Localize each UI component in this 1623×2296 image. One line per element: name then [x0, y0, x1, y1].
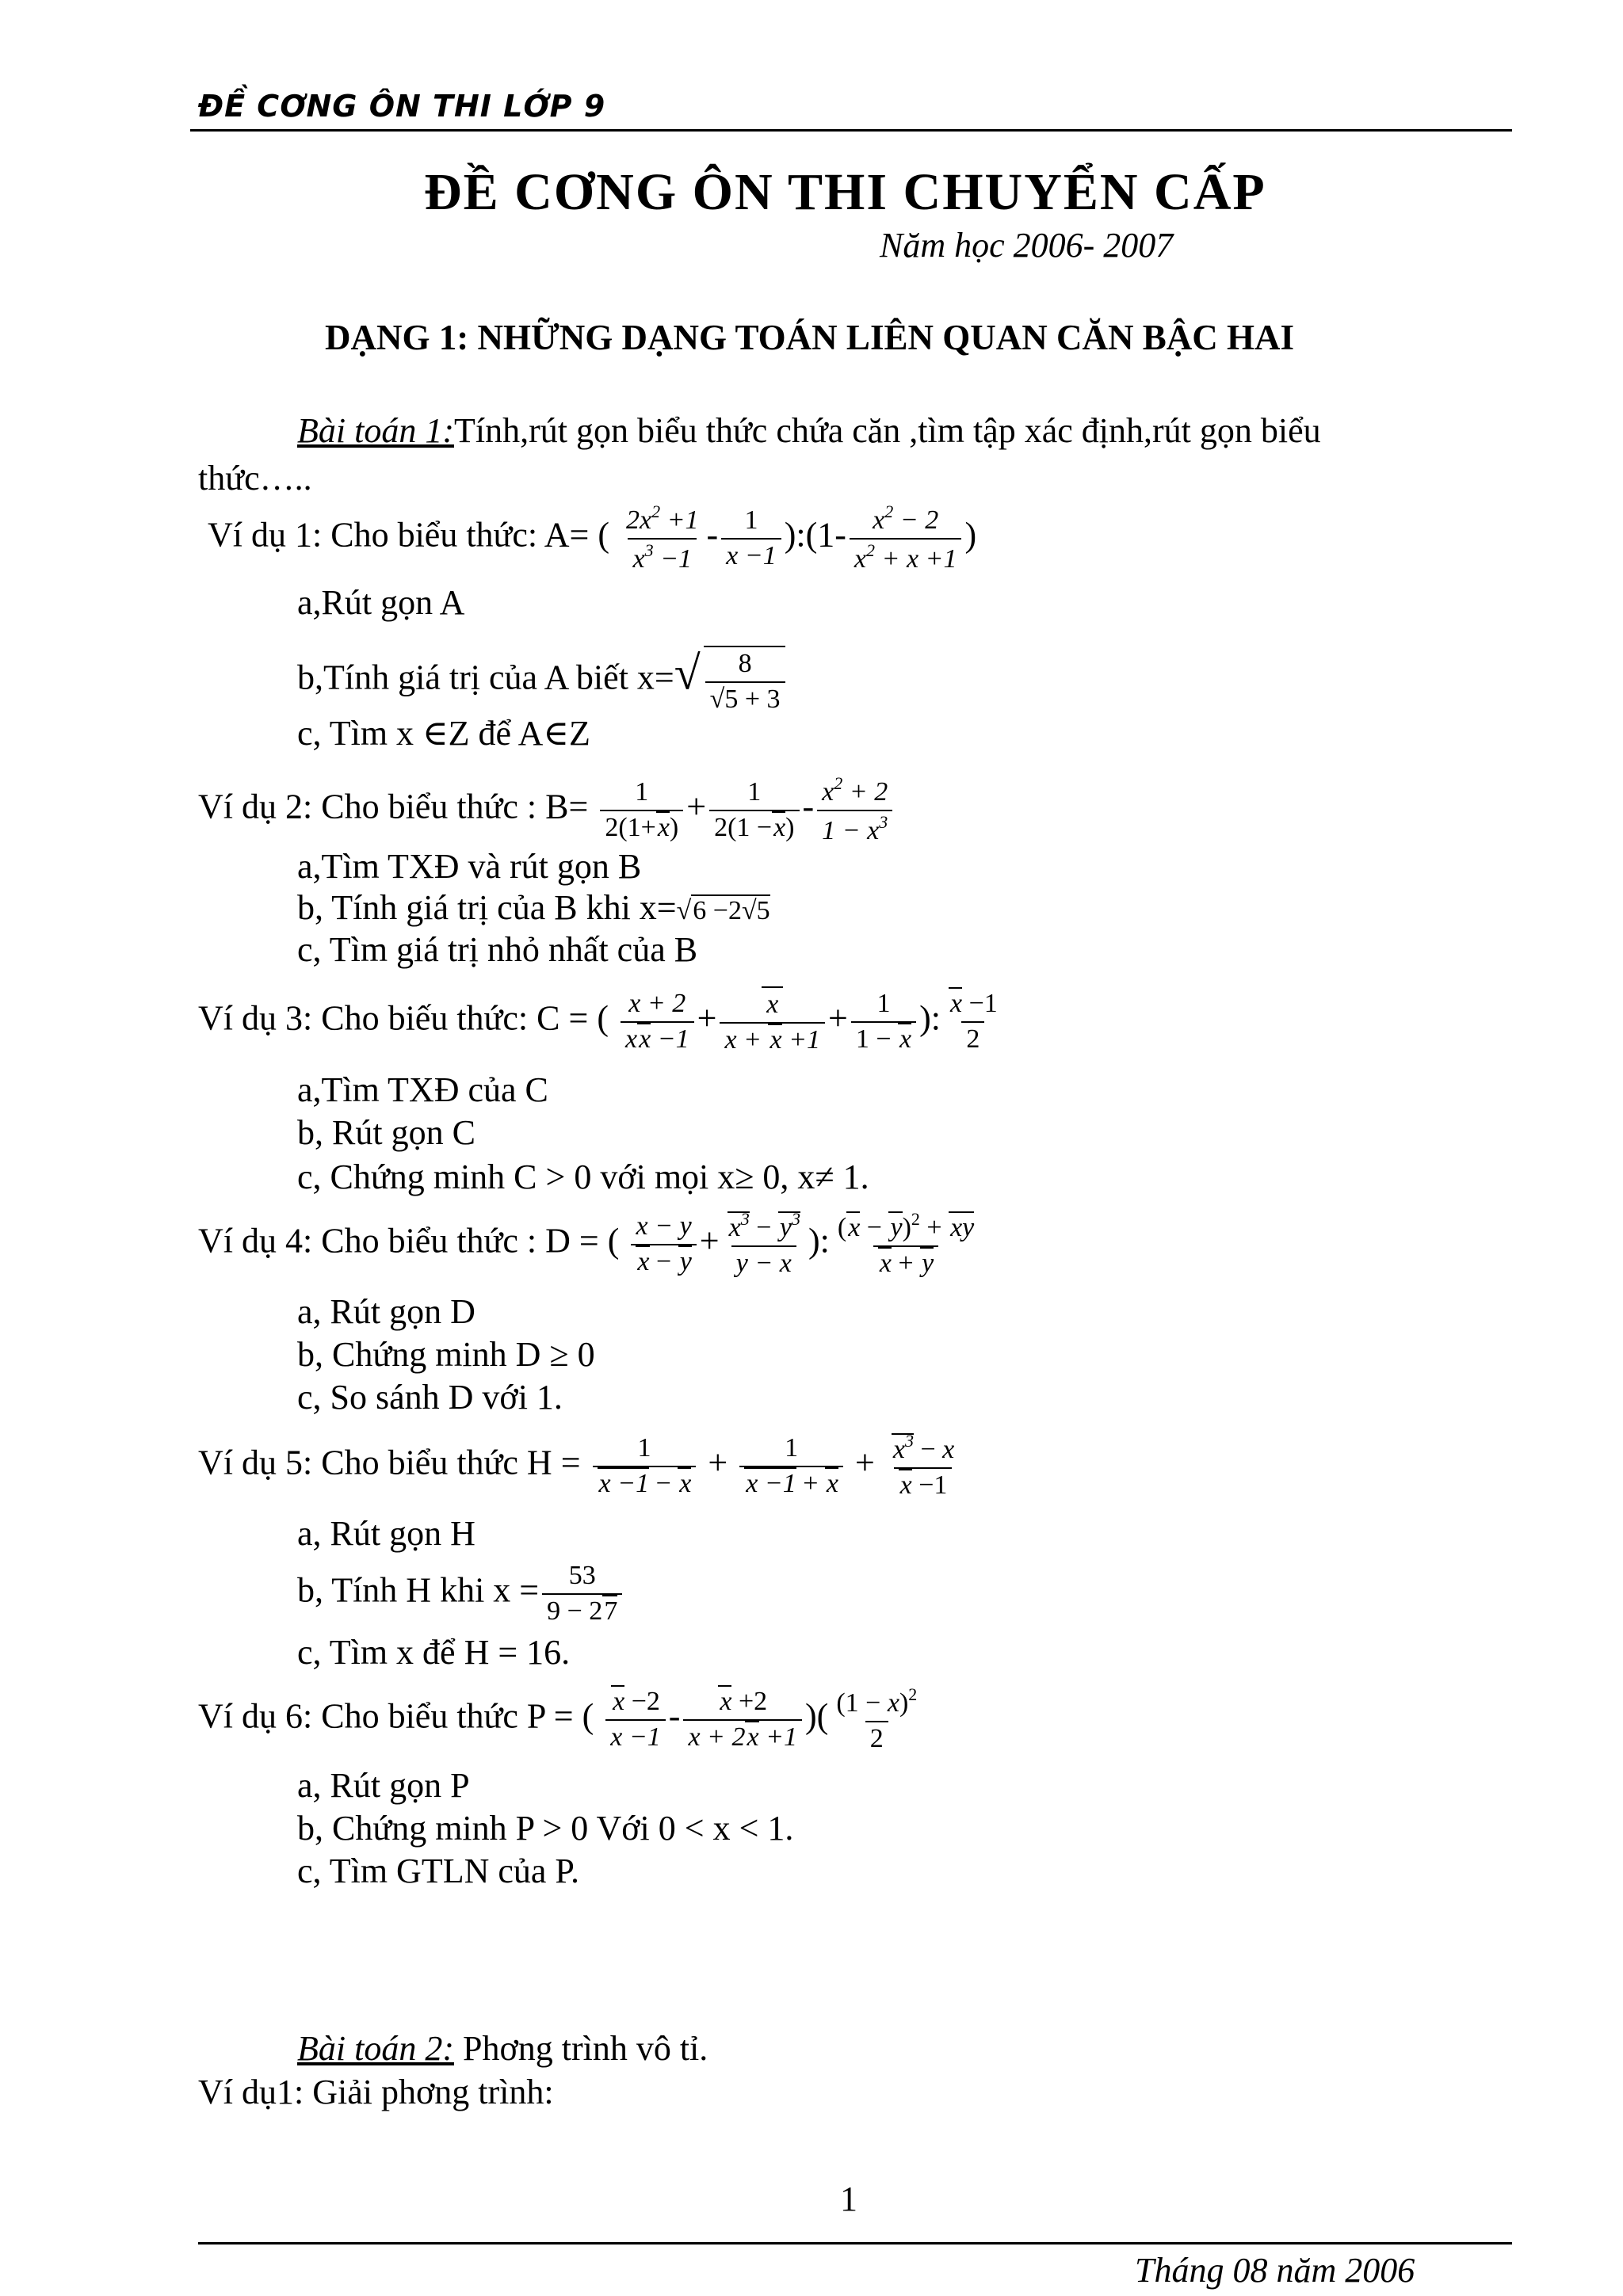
- school-year: Năm học 2006- 2007: [880, 226, 1174, 265]
- vd5-c: c, Tìm x để H = 16.: [297, 1633, 571, 1672]
- vd2-lead: Ví dụ 2: Cho biểu thức : B=: [198, 787, 589, 826]
- vd2-statement: Ví dụ 2: Cho biểu thức : B= $\frac{1}{2(1+x)}$ + $\frac{1}{2(1 -x)}$ - $\frac{x^2 + 2}{1 - x^3}$: [198, 772, 896, 848]
- vd6-a: a, Rút gọn P: [297, 1766, 470, 1805]
- vd6-c: c, Tìm GTLN của P.: [297, 1852, 580, 1890]
- vd3-a: a,Tìm TXĐ của C: [297, 1070, 548, 1109]
- footer-rule: [198, 2242, 1512, 2245]
- vd4-fraction-2: $\frac{x^3 - y^3}{y - x}$: [723, 1208, 805, 1280]
- vd5-a: a, Rút gọn H: [297, 1514, 475, 1553]
- vd6-lead: Ví dụ 6: Cho biểu thức P = (: [198, 1696, 594, 1736]
- bai-toan-1-label: Bài toán 1:: [297, 411, 454, 450]
- header-rule: [190, 129, 1512, 132]
- vd1-fraction-1: $\frac{2x^2 +1}{x^3 -1}$: [621, 501, 704, 576]
- vd6-fraction-2: $\frac{x +2}{x + 2x +1}$: [683, 1685, 802, 1754]
- bai-toan-2-text: Phơng trình vô tỉ.: [453, 2029, 708, 2068]
- vd3-fraction-4: $\frac{x -1}{2}$: [944, 987, 1002, 1056]
- vd5-lead: Ví dụ 5: Cho biểu thức H =: [198, 1443, 581, 1482]
- vd4-fraction-3: $\frac{(x - y)^2 + xy}{x + y}$: [833, 1208, 979, 1280]
- bai-toan-1: [297, 410, 1321, 451]
- vd4-fraction-1: $\frac{x - y}{x - y}$: [631, 1210, 696, 1279]
- vd1-fraction-2: $\frac{1}{x -1}$: [721, 504, 781, 573]
- vd2-c: c, Tìm giá trị nhỏ nhất của B: [297, 930, 698, 969]
- vd5-fraction-3: $\frac{x^3 - x}{x -1}$: [887, 1430, 959, 1502]
- vd1-b: b,Tính giá trị của A biết x=√ $\frac{8}{√5 + 3}$: [297, 646, 789, 716]
- vd5-b: b, Tính H khi x = $\frac{53}{9 - 27}$: [297, 1559, 625, 1628]
- vd2-fraction-3: $\frac{x^2 + 2}{1 - x^3}$: [817, 772, 892, 848]
- vd5-fraction-2: $\frac{1}{x -1 + x}$: [739, 1432, 843, 1501]
- vd4-c: c, So sánh D với 1.: [297, 1378, 563, 1417]
- bai-toan-2-example: Ví dụ1: Giải phơng trình:: [198, 2073, 554, 2111]
- vd5-b-fraction: $\frac{53}{9 - 27}$: [542, 1559, 622, 1628]
- vd6-b: b, Chứng minh P > 0 Với 0 < x < 1.: [297, 1809, 794, 1848]
- vd2-fraction-1: $\frac{1}{2(1+x)}$: [600, 776, 683, 845]
- vd4-lead: Ví dụ 4: Cho biểu thức : D = (: [198, 1221, 620, 1261]
- vd3-fraction-3: $\frac{1}{1 - x}$: [851, 987, 916, 1056]
- vd1-c: c, Tìm x ∈Z để A∈Z: [297, 714, 590, 753]
- vd3-lead: Ví dụ 3: Cho biếu thức: C = (: [198, 998, 609, 1038]
- bai-toan-2: [297, 2028, 708, 2069]
- footer-date: Tháng 08 năm 2006: [1135, 2251, 1415, 2290]
- vd4-b: b, Chứng minh D ≥ 0: [297, 1335, 595, 1374]
- vd6-fraction-3: $\frac{(1 - x)^2}{2}$: [831, 1684, 922, 1756]
- vd1-lead: Ví dụ 1: Cho biểu thức: A= (: [208, 515, 609, 555]
- bai-toan-1-text: Tính,rút gọn biểu thức chứa căn ,tìm tập xác định,rút gọn biểu: [453, 411, 1321, 450]
- vd2-b: b, Tính giá trị của B khi x=√6 −2√5: [297, 888, 770, 927]
- main-title: ĐỀ CƠNG ÔN THI CHUYỂN CẤP: [424, 163, 1266, 221]
- vd3-fraction-1: $\frac{x + 2}{xx -1}$: [621, 987, 694, 1056]
- vd1-a: a,Rút gọn A: [297, 583, 465, 622]
- vd3-fraction-2: $\frac{x}{x + x +1}$: [720, 986, 825, 1057]
- bai-toan-1-text-cont: thức…..: [198, 459, 312, 498]
- vd5-fraction-1: $\frac{1}{x -1 - x}$: [593, 1432, 697, 1501]
- vd1-b-radical: $\frac{8}{√5 + 3}$: [704, 646, 785, 716]
- bai-toan-2-label: Bài toán 2:: [297, 2029, 454, 2068]
- page-number: 1: [840, 2180, 857, 2218]
- vd2-fraction-2: $\frac{1}{2(1 -x)}$: [709, 776, 799, 845]
- vd3-statement: Ví dụ 3: Cho biếu thức: C = ( $\frac{x + 2}{xx -1}$ + $\frac{x}{x + x +1}$ + $\frac{1}{1 - x}$ ): $\frac{x -1}{2}$: [198, 986, 1006, 1057]
- vd3-b: b, Rút gọn C: [297, 1113, 475, 1152]
- header-title: ĐỀ CƠNG ÔN THI LỚP 9: [198, 89, 606, 124]
- vd4-a: a, Rút gọn D: [297, 1292, 475, 1331]
- vd2-a: a,Tìm TXĐ và rút gọn B: [297, 847, 642, 886]
- vd1-fraction-3: $\frac{x^2 - 2}{x^2 + x +1}$: [850, 501, 962, 576]
- section-title: DẠNG 1: NHỮNG DẠNG TOÁN LIÊN QUAN CĂN BẬC HAI: [325, 318, 1294, 357]
- vd4-statement: Ví dụ 4: Cho biểu thức : D = ( $\frac{x - y}{x - y}$ + $\frac{x^3 - y^3}{y - x}$ ): $\frac{(x - y)^2 + xy}{x + y}$: [198, 1208, 982, 1280]
- vd1-statement: Ví dụ 1: Cho biểu thức: A= ( $\frac{2x^2 +1}{x^3 -1}$ - $\frac{1}{x -1}$ ):(1- $\frac{x^2 - 2}{x^2 + x +1}$ ): [208, 501, 976, 576]
- vd3-c: c, Chứng minh C > 0 với mọi x≥ 0, x≠ 1.: [297, 1158, 869, 1196]
- vd6-fraction-1: $\frac{x -2}{x -1}$: [605, 1685, 666, 1754]
- vd5-statement: Ví dụ 5: Cho biểu thức H = $\frac{1}{x -1 - x}$ + $\frac{1}{x -1 + x}$ + $\frac{x^3 - x}{x -1}$: [198, 1430, 962, 1502]
- vd6-statement: Ví dụ 6: Cho biểu thức P = ( $\frac{x -2}{x -1}$ - $\frac{x +2}{x + 2x +1}$ )( $\frac{(1 - x)^2}{2}$: [198, 1684, 925, 1756]
